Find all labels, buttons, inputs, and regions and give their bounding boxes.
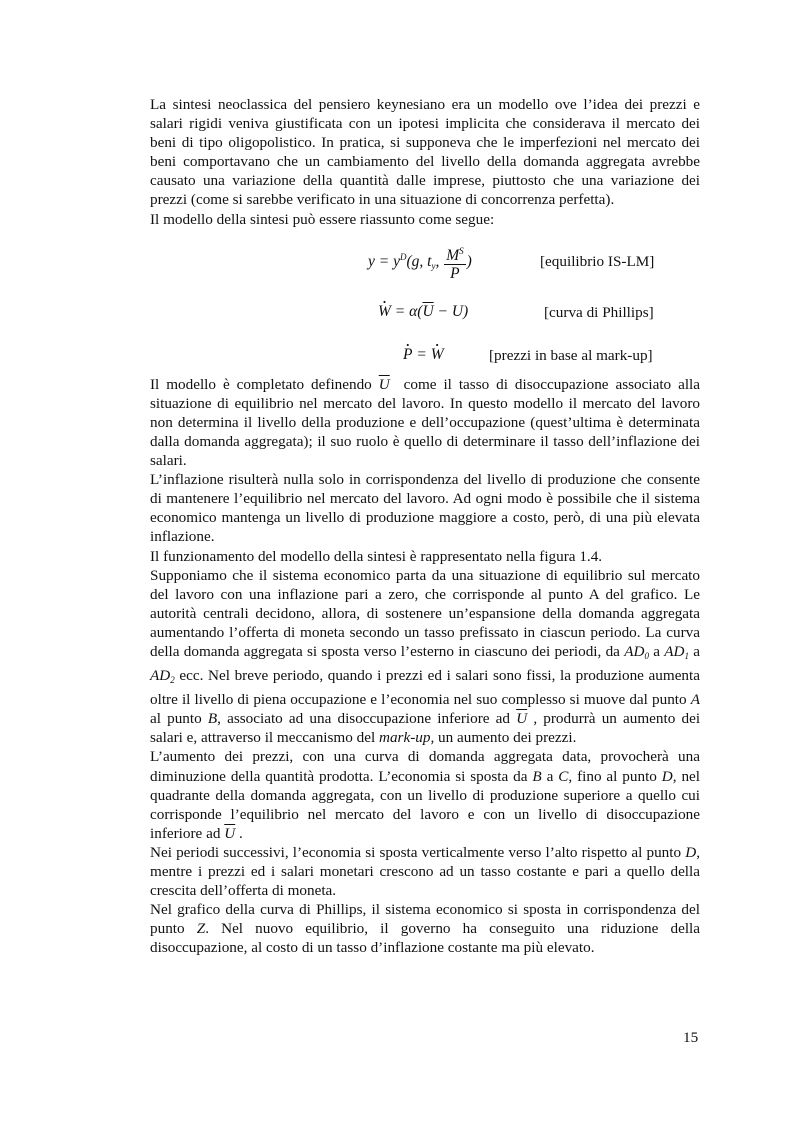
equation-is-lm: $y = y^D(g$, $t_y$, $\frac{M^S}{P}$ ) <box>368 243 472 282</box>
equation-block <box>150 233 700 373</box>
paragraph-model-summary: Il modello della sintesi può essere riassunto come segue: <box>150 210 495 228</box>
equation-phillips-label: [curva di Phillips] <box>544 303 654 321</box>
paragraph-intro: La sintesi neoclassica del pensiero keynesiano era un modello ove l’idea dei prezzi e salari rigidi veniva giustificata con un ipotesi implicita che considerava il mercato dei beni di tipo oligopolistico. In pratica, si supponeva che le imperfezioni nel mercato dei beni comportavano che un cambiamento del livello della domanda aggregata avrebbe causato una variazione della quantità dalle imprese, piuttosto che una variazione dei prezzi (come si sarebbe verificato in una situazione di concorrenza perfetta). <box>150 96 700 209</box>
paragraph-phillips-graph: Nel grafico della curva di Phillips, il sistema economico si sposta in corrispondenza del punto Z. Nel nuovo equilibrio, il governo ha conseguito una riduzione della disoccupazione, al costo di un tasso d’inflazione costante ma più elevato. <box>150 901 701 957</box>
paragraph-inflation: L’inflazione risulterà nulla solo in corrispondenza del livello di produzione che consente di mantenere l’equilibrio nel mercato del lavoro. Ad ogni modo è possibile che il sistema economico mantenga un livello di produzione maggiore a costo, però, di una più elevata inflazione. <box>150 471 700 546</box>
equation-markup: · P = · W <box>403 346 444 364</box>
symbol-u-bar: $\overline{U}$ <box>516 710 528 728</box>
equation-is-lm-label: [equilibrio IS-LM] <box>540 252 655 270</box>
fraction-money-over-price: $\frac{M^S}{P}$ <box>444 243 465 282</box>
paragraph-figure-reference: Il funzionamento del modello della sintesi è rappresentato nella figura 1.4. <box>150 547 603 565</box>
symbol-u-bar: $\overline{U}$ <box>378 375 390 393</box>
page-number: 15 <box>683 1029 699 1046</box>
paragraph-subsequent-periods: Nei periodi successivi, l’economia si sposta verticalmente verso l’alto rispetto al punto D, mentre i prezzi ed i salari monetari crescono ad un tasso costante e pari a quello della crescita dell’offerta di moneta. <box>150 843 701 900</box>
equation-markup-label: [prezzi in base al mark-up] <box>489 346 653 364</box>
equation-phillips: · $W = \alpha(\overline{U} - U)$ <box>378 303 468 321</box>
symbol-u-bar: $\overline{U}$ <box>224 824 236 842</box>
paragraph-equilibrium-shift: Supponiamo che il sistema economico parta da una situazione di equilibrio sul mercato del lavoro con una inflazione pari a zero, che corrisponde al punto A del grafico. Le autorità centrali decidono, allora, di sostenere un’espansione della domanda aggregata aumentando l’offerta di moneta secondo un tasso prefissato in ciascun periodo. La curva della domanda aggregata si sposta verso l’esterno in ciascuno dei periodi, da $AD_0$ a $AD_1$ a $AD_2$ ecc. Nel breve periodo, quando i prezzi ed i salari sono fissi, la produzione aumenta oltre il livello di piena occupazione e l’economia nel suo complesso si muove dal punto A al punto B, associato ad una disoccupazione inferiore ad $\overline{U}$ , produrrà un aumento dei salari e, attraverso il meccanismo del mark-up, un aumento dei prezzi. <box>150 566 701 747</box>
paragraph-price-increase: L’aumento dei prezzi, con una curva di domanda aggregata data, provocherà una diminuzione della quantità prodotta. L’economia si sposta da B a C, fino al punto D, nel quadrante della domanda aggregata, con un livello di produzione superiore a quello cui corrisponde l’equilibrio nel mercato del lavoro e con un livello di disoccupazione inferiore ad $\overline{U}$ . <box>150 748 701 842</box>
paragraph-unemployment-definition: Il modello è completato definendo $\overline{U}$ come il tasso di disoccupazione associato alla situazione di equilibrio nel mercato del lavoro. In questo modello il mercato del lavoro non determina il livello della produzione e dell’occupazione (quest’ultima è determinata dalla domanda aggregata); il suo ruolo è quello di determinare il tasso dell’inflazione dei salari. <box>150 375 701 470</box>
document-page <box>150 95 700 957</box>
